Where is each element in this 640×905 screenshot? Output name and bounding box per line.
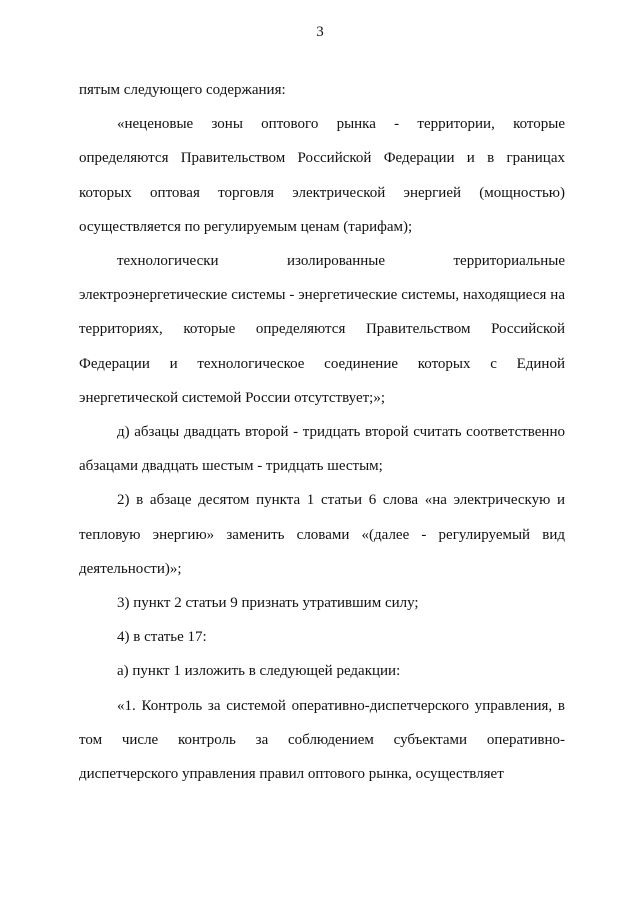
document-body xyxy=(79,73,565,791)
page-number: 3 xyxy=(316,24,324,40)
paragraph-item-a: а) пункт 1 изложить в следующей редакции: xyxy=(117,663,401,680)
paragraph-definition-isolated-systems: технологически изолированные территориальные электроэнергетические системы - энергетические системы, находящиеся на территориях, которые определяются Правительством Российской Федерации и технологическое соединение которых с Единой энергетической системой России отсутствует;»; xyxy=(79,253,565,406)
paragraph-item-2: 2) в абзаце десятом пункта 1 статьи 6 слова «на электрическую и тепловую энергию» заменить словами «(далее - регулируемый вид деятельности)»; xyxy=(79,492,565,577)
paragraph-item-3: 3) пункт 2 статьи 9 признать утратившим силу; xyxy=(117,595,419,612)
paragraph-item-d: д) абзацы двадцать второй - тридцать второй считать соответственно абзацами двадцать шестым - тридцать шестым; xyxy=(79,424,565,475)
paragraph-definition-nonprice-zones: «неценовые зоны оптового рынка - территории, которые определяются Правительством Российской Федерации и в границах которых оптовая торговля электрической энергией (мощностью) осуществляется по регулируемым ценам (тарифам); xyxy=(79,116,565,235)
paragraph-item-4: 4) в статье 17: xyxy=(117,629,207,646)
paragraph-clause-1: «1. Контроль за системой оперативно-диспетчерского управления, в том числе контроль за соблюдением субъектами оперативно-диспетчерского управления правил оптового рынка, осуществляет xyxy=(79,697,565,783)
paragraph-continuation: пятым следующего содержания: xyxy=(79,82,286,98)
